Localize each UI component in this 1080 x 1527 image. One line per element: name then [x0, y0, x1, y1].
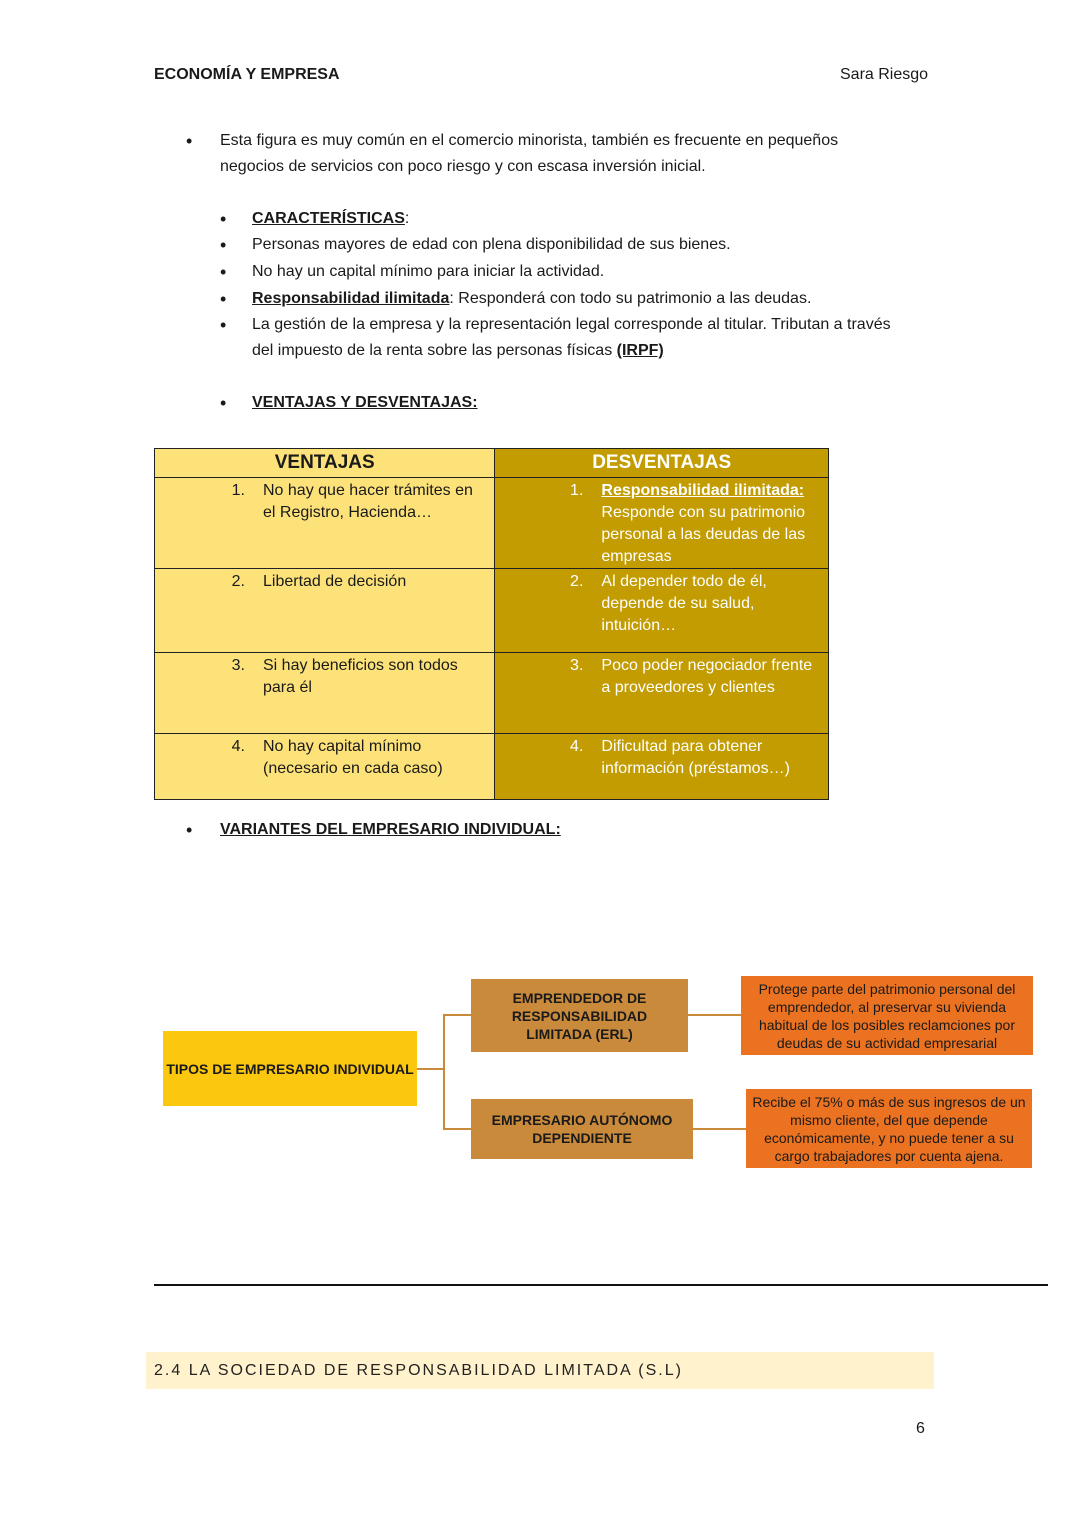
ventaja-number: 3.: [231, 657, 245, 674]
intro-paragraph: [220, 128, 838, 180]
caracteristica-2: No hay un capital mínimo para iniciar la actividad.: [252, 263, 605, 280]
caracteristica-3: [252, 286, 811, 312]
connector: [693, 1128, 746, 1130]
variantes-heading: VARIANTES DEL EMPRESARIO INDIVIDUAL:: [220, 821, 561, 838]
ventaja-text: Libertad de decisión: [263, 573, 407, 590]
header-author: Sara Riesgo: [840, 66, 929, 83]
autonomo-description-box: Recibe el 75% o más de sus ingresos de un mismo cliente, del que depende económicamente, y no puede tener a su cargo trabajadores por cuenta ajena.: [746, 1089, 1032, 1168]
desventaja-number: 3.: [570, 657, 584, 674]
ventaja-cell-4: [155, 734, 495, 800]
ventaja-number: 2.: [231, 573, 245, 590]
caracteristica-4-line-1: La gestión de la empresa y la representación legal corresponde al titular. Tributan a través: [252, 316, 891, 333]
ventaja-text: No hay que hacer trámites en el Registro, Hacienda…: [263, 482, 473, 521]
caracteristica-4: [252, 312, 891, 364]
horizontal-rule: [154, 1284, 1048, 1286]
desventaja-text: Al depender todo de él, depende de su salud, intuición…: [601, 573, 767, 634]
desventaja-text: Dificultad para obtener información (préstamos…): [601, 738, 790, 777]
responsabilidad-label: Responsabilidad ilimitada: [252, 290, 450, 307]
connector: [417, 1068, 444, 1070]
desventaja-number: 2.: [570, 573, 584, 590]
ventaja-cell-3: [155, 653, 495, 734]
header-subject: ECONOMÍA Y EMPRESA: [154, 66, 340, 83]
caracteristicas-title: CARACTERÍSTICAS: [252, 210, 405, 227]
ventaja-cell-1: [155, 478, 495, 569]
ventaja-cell-2: [155, 569, 495, 653]
desventaja-bold: Responsabilidad ilimitada:: [601, 482, 805, 499]
autonomo-box: EMPRESARIO AUTÓNOMO DEPENDIENTE: [471, 1099, 693, 1159]
erl-description-box: Protege parte del patrimonio personal del emprendedor, al preservar su vivienda habitual de los posibles reclamciones por deudas de su actividad empresarial: [741, 976, 1033, 1055]
page-number: 6: [916, 1420, 925, 1437]
ventaja-number: 4.: [231, 738, 245, 755]
caracteristicas-colon: :: [404, 210, 410, 227]
desventaja-cell-2: [495, 569, 829, 653]
bullet-dot: •: [186, 131, 193, 151]
bullet-dot: •: [220, 289, 227, 309]
table-header-ventajas: VENTAJAS: [155, 449, 495, 478]
desventaja-cell-4: [495, 734, 829, 800]
table-header-desventajas: DESVENTAJAS: [495, 449, 829, 478]
connector: [688, 1014, 741, 1016]
connector: [443, 1014, 445, 1129]
ventaja-text: Si hay beneficios son todos para él: [263, 657, 458, 696]
erl-box: EMPRENDEDOR DE RESPONSABILIDAD LIMITADA (ERL): [471, 979, 688, 1052]
intro-line-1: Esta figura es muy común en el comercio minorista, también es frecuente en pequeños: [220, 132, 839, 149]
section-heading: 2.4 LA SOCIEDAD DE RESPONSABILIDAD LIMITADA (S.L): [146, 1352, 934, 1389]
bullet-dot: •: [220, 262, 227, 282]
bullet-dot: •: [220, 209, 227, 229]
desventaja-number: 4.: [570, 738, 584, 755]
caracteristica-4-line-2: del impuesto de la renta sobre las personas físicas: [252, 342, 617, 359]
caracteristicas-heading: [252, 206, 409, 232]
ventajas-heading: VENTAJAS Y DESVENTAJAS:: [252, 394, 478, 411]
connector: [443, 1014, 471, 1016]
bullet-dot: •: [186, 820, 193, 840]
caracteristica-1: Personas mayores de edad con plena disponibilidad de sus bienes.: [252, 236, 731, 253]
root-box: TIPOS DE EMPRESARIO INDIVIDUAL: [163, 1031, 417, 1106]
irpf-label: (IRPF): [616, 342, 664, 359]
bullet-dot: •: [220, 393, 227, 413]
intro-line-2: negocios de servicios con poco riesgo y con escasa inversión inicial.: [220, 158, 706, 175]
bullet-dot: •: [220, 315, 227, 335]
bullet-dot: •: [220, 235, 227, 255]
ventaja-number: 1.: [231, 482, 245, 499]
ventajas-desventajas-table: [154, 448, 829, 800]
desventaja-cell-1: [495, 478, 829, 569]
desventaja-cell-3: [495, 653, 829, 734]
connector: [443, 1128, 471, 1130]
desventaja-text: Poco poder negociador frente a proveedores y clientes: [601, 657, 813, 696]
desventaja-number: 1.: [570, 482, 584, 499]
caracteristica-3-text: : Responderá con todo su patrimonio a las deudas.: [449, 290, 812, 307]
desventaja-text: Responde con su patrimonio personal a las deudas de las empresas: [601, 504, 806, 565]
ventaja-text: No hay capital mínimo (necesario en cada caso): [263, 738, 443, 777]
